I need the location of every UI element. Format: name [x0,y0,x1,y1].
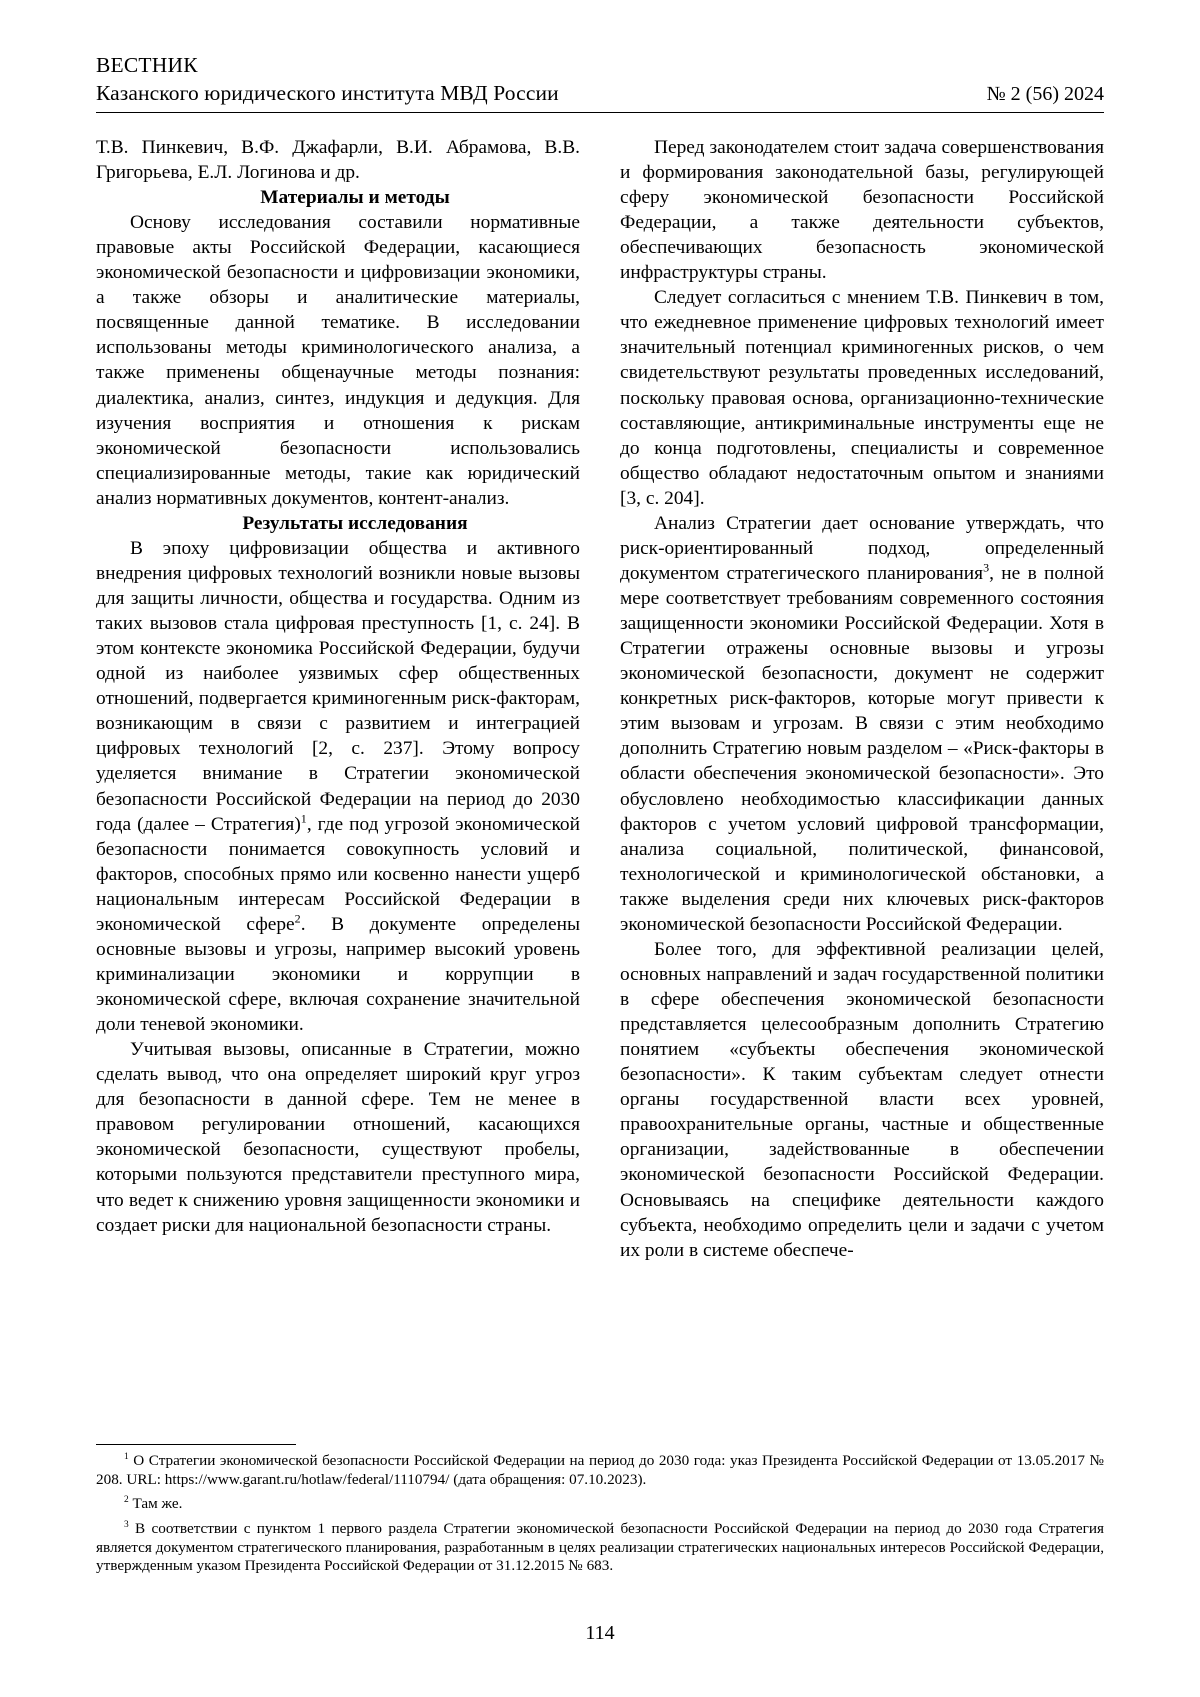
paragraph-right-3-part-b: , не в полной мере соответствует требованиям современного состояния защищенности экономики Российской Федерации. Хотя в Стратегии отражены основные вызовы и угрозы экономической безопасности, документ не содержит конкретных риск-факторов, которые могут привести к этим вызовам и угрозам. В связи с этим необходимо дополнить Стратегию новым разделом – «Риск-факторы в области обеспечения экономической безопасности». Это обусловлено необходимостью классификации данных факторов с учетом условий цифровой трансформации, анализа социальной, политической, финансовой, технологической и криминологической обстановки, а также выделения среди них ключевых риск-факторов экономической безопасности Российской Федерации. [620,562,1104,935]
section-heading-results: Результаты исследования [242,512,468,534]
article-body [96,135,1104,1263]
footnote-item [96,1520,1104,1576]
footnote-ref-1[interactable]: 1 [300,811,307,826]
footnote-marker: 2 [124,1495,129,1506]
header-row [96,81,1104,106]
paragraph-right-2: Следует согласиться с мнением Т.В. Пинкевич в том, что ежедневное применение цифровых технологий имеет значительный потенциал криминогенных рисков, о чем свидетельствуют результаты проведенных исследований, поскольку правовая основа, организационно-технические составляющие, антикриминальные инструменты еще не до конца подготовлены, специалисты и современное общество обладают недостаточным опытом и знаниями [3, с. 204]. [620,287,1104,509]
footnote-item [96,1495,1104,1514]
footnote-text: Там же. [128,1495,183,1513]
footnote-ref-2[interactable]: 2 [294,911,301,926]
footnotes-block [96,1444,1104,1576]
institute-name: Казанского юридического института МВД России [96,80,559,105]
footnote-text: В соответствии с пунктом 1 первого раздела Стратегии экономической безопасности Российской Федерации на период до 2030 года Стратегия является документом стратегического планирования, разработанным в целях реализации стратегических национальных интересов Российской Федерации, утвержденным указом Президента Российской Федерации от 31.12.2015 № 683. [96,1520,1104,1575]
footnote-item [96,1452,1104,1489]
paragraph-methods: Основу исследования составили нормативные правовые акты Российской Федерации, касающиеся экономической безопасности и цифровизации экономики, а также обзоры и аналитические материалы, посвященные данной тематике. В исследовании использованы методы криминологического анализа, а также применены общенаучные методы познания: диалектика, анализ, синтез, индукция и дедукция. Для изучения восприятия и отношения к рискам экономической безопасности использовались специализированные методы, такие как юридический анализ нормативных документов, контент-анализ. [96,212,580,509]
page-number: 114 [585,1622,615,1644]
footnote-marker: 1 [124,1451,129,1462]
footnote-text: О Стратегии экономической безопасности Российской Федерации на период до 2030 года: указ Президента Российской Федерации от 13.05.2017 № 208. URL: https://www.garant.ru/hotlaw/federal/1110794/ (дата обращения: 07.10.2023). [96,1452,1104,1488]
paragraph-right-3 [620,511,1104,937]
paragraph-right-3-part-a: Анализ Стратегии дает основание утверждать, что риск-ориентированный подход, определенный документом стратегического планирования [620,512,1104,584]
footnote-divider [96,1444,296,1445]
journal-title: ВЕСТНИК [96,53,198,77]
paragraph-results-1-part-a: В эпоху цифровизации общества и активного внедрения цифровых технологий возникли новые вызовы для защиты личности, общества и государства. Одним из таких вызовов стала цифровая преступность [1, с. 24]. В этом контексте экономика Российской Федерации, будучи одной из наиболее уязвимых сфер общественных отношений, подвергается криминогенным риск-факторам, возникающим в связи с развитием и интеграцией цифровых технологий [2, с. 237]. Этому вопросу уделяется внимание в Стратегии экономической безопасности Российской Федерации на период до 2030 года (далее – Стратегия) [96,537,580,835]
footnote-marker: 3 [124,1520,129,1530]
page-header [96,52,1104,113]
right-column [620,135,1104,1263]
paragraph-right-1: Перед законодателем стоит задача совершенствования и формирования законодательной базы, регулирующей сферу экономической безопасности Российской Федерации, а также деятельности субъектов, обеспечивающих безопасность экономической инфраструктуры страны. [620,136,1104,284]
paragraph-results-1 [96,536,580,1037]
header-divider [96,112,1104,113]
authors-line: Т.В. Пинкевич, В.Ф. Джафарли, В.И. Абрамова, В.В. Григорьева, Е.Л. Логинова и др. [96,136,580,183]
paragraph-right-4: Более того, для эффективной реализации целей, основных направлений и задач государственной политики в сфере обеспечения экономической безопасности представляется целесообразным дополнить Стратегию понятием «субъекты обеспечения экономической безопасности». К таким субъектам следует отнести органы государственной власти всех уровней, правоохранительные органы, частные и общественные организации, задействованные в обеспечении экономической безопасности Российской Федерации. Основываясь на специфике деятельности каждого субъекта, необходимо определить цели и задачи с учетом их роли в системе обеспече- [620,938,1104,1261]
section-heading-methods: Материалы и методы [260,187,450,208]
issue-number: № 2 (56) 2024 [986,82,1104,105]
left-column [96,135,580,1263]
footnote-ref-3[interactable]: 3 [983,560,990,575]
paragraph-results-1-part-b: , где под угрозой экономической безопасности понимается совокупность условий и факторов, способных прямо или косвенно нанести ущерб национальным интересам Российской Федерации в экономической сфере [96,813,580,935]
paragraph-results-2: Учитывая вызовы, описанные в Стратегии, можно сделать вывод, что она определяет широкий круг угроз для безопасности в данной сфере. Тем не менее в правовом регулировании отношений, касающихся экономической безопасности, существуют пробелы, которыми пользуются представители преступного мира, что ведет к снижению уровня защищенности экономики и создает риски для национальной безопасности страны. [96,1039,580,1236]
paragraph-results-1-part-c: . В документе определены основные вызовы и угрозы, например высокий уровень криминализации экономики и коррупции в экономической сфере, включая сохранение значительной доли теневой экономики. [96,913,580,1036]
